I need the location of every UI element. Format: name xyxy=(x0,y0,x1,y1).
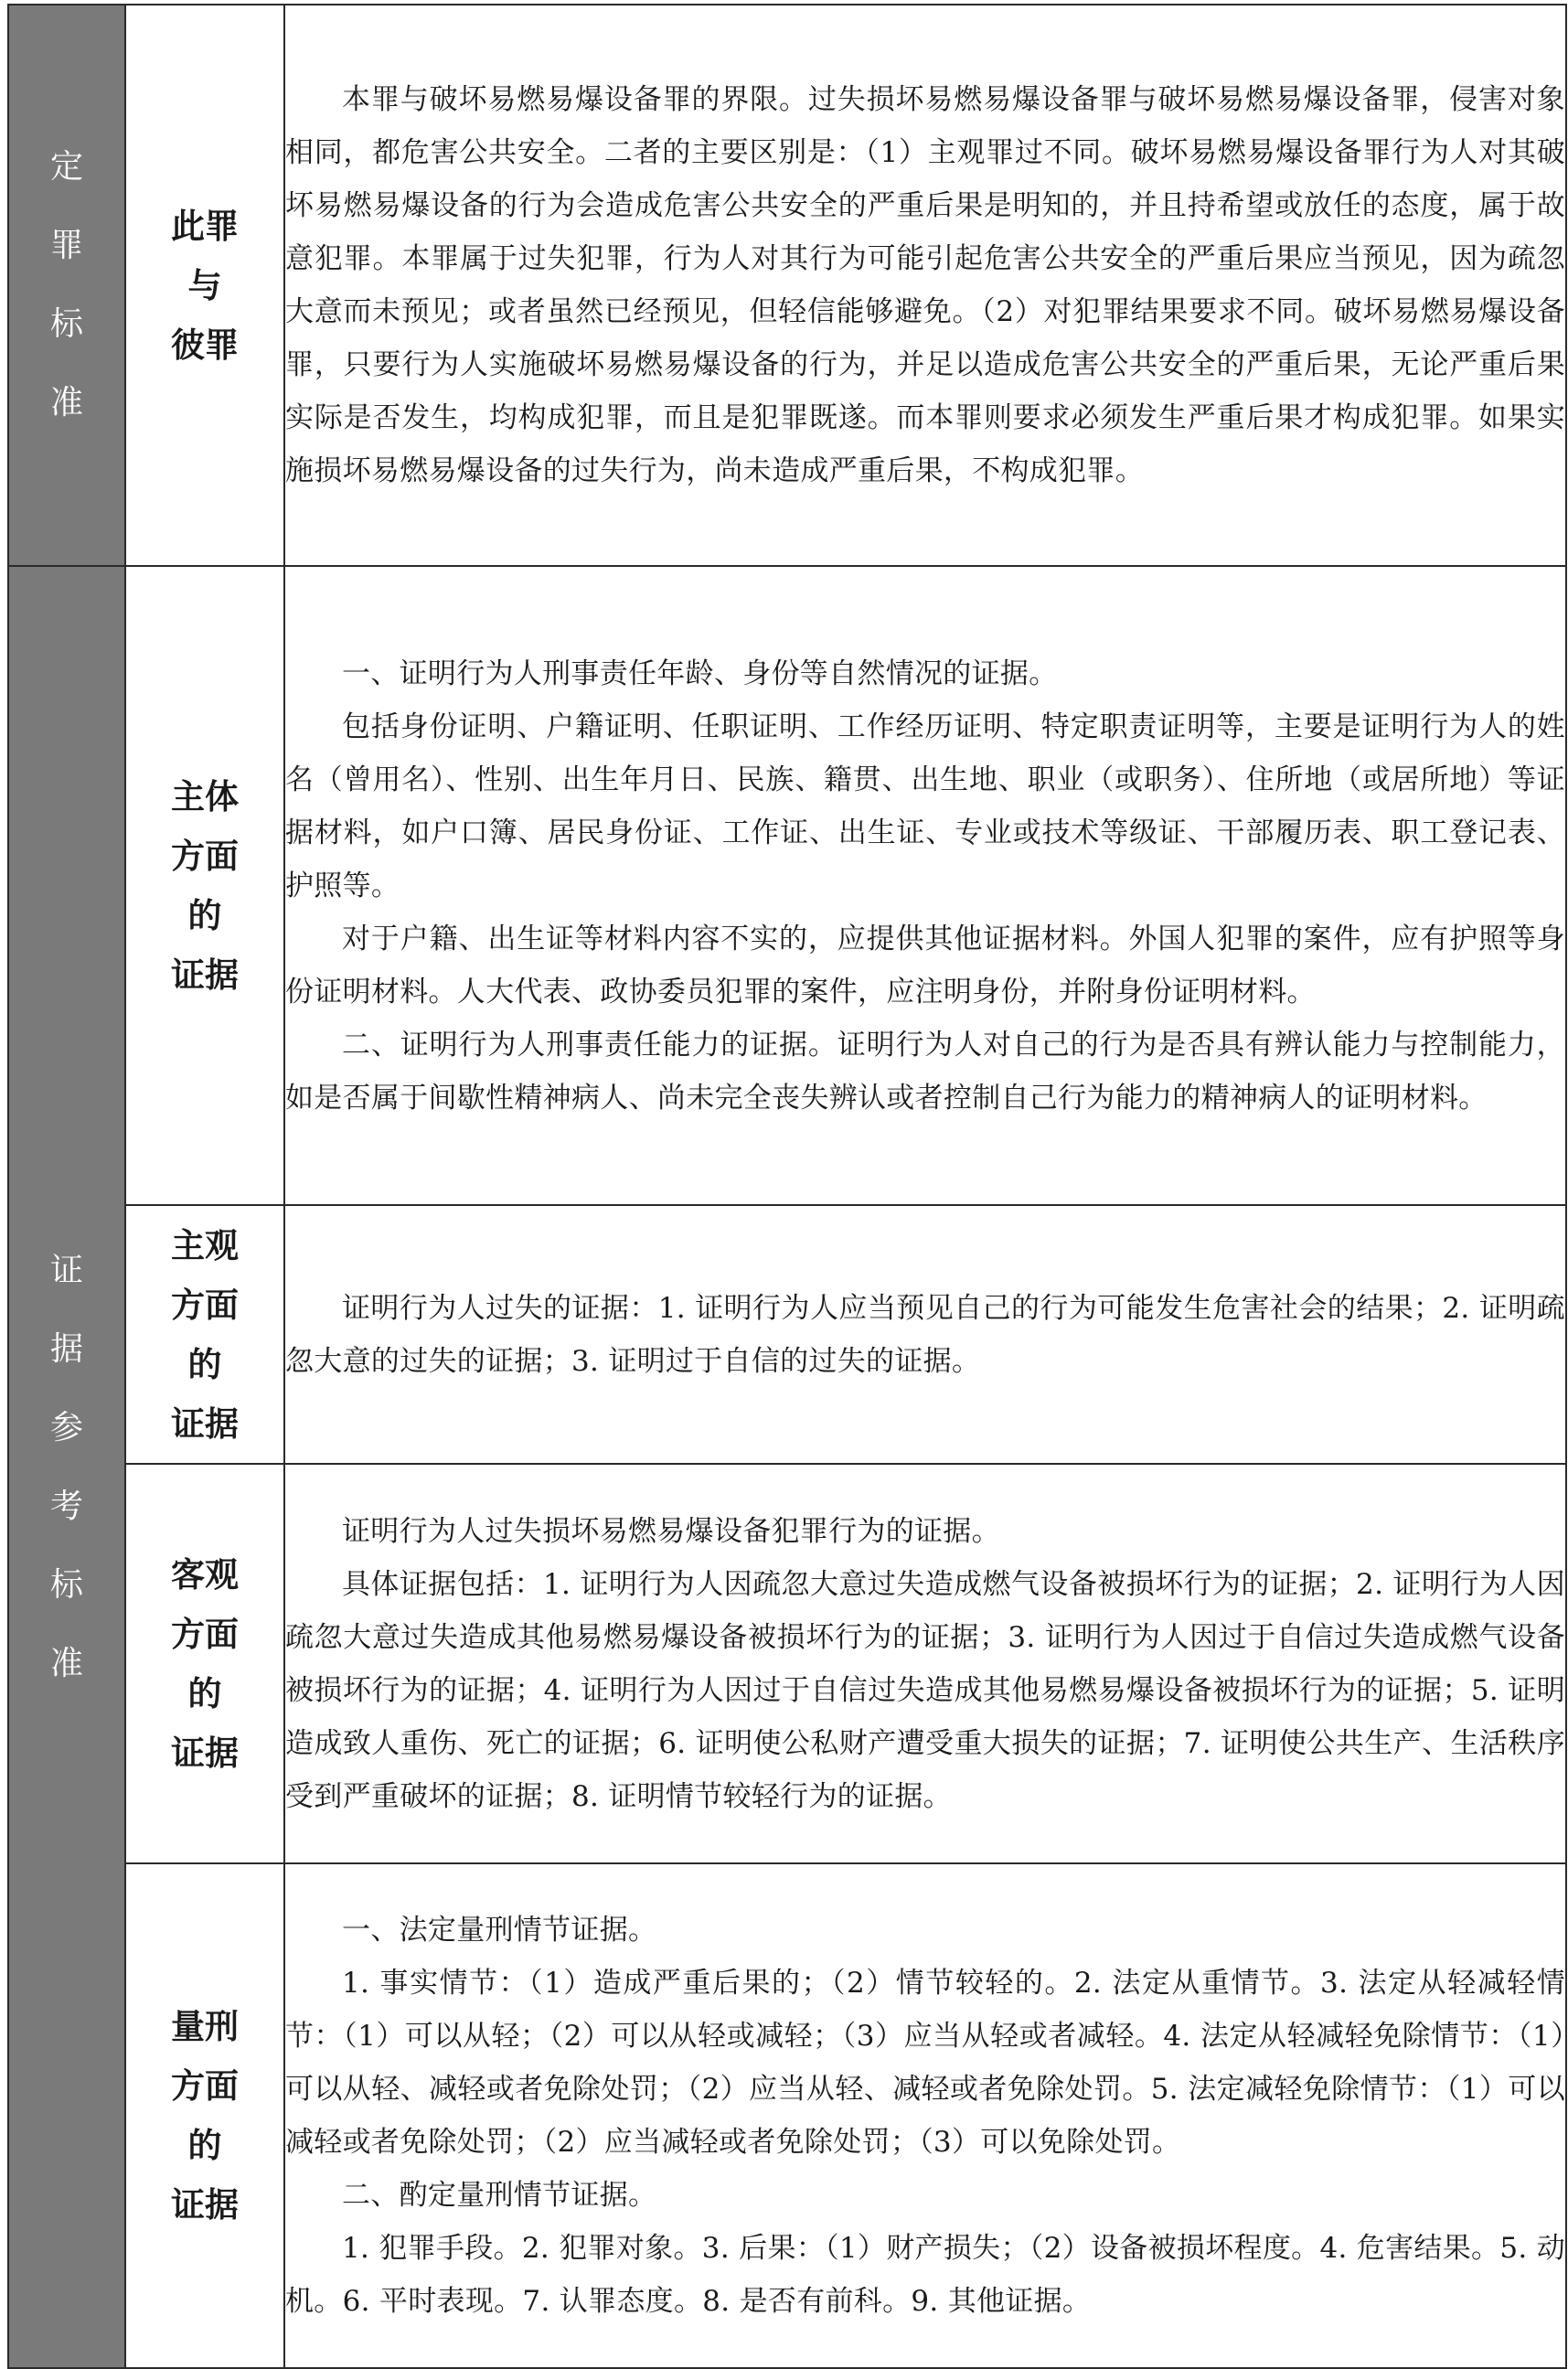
category-char: 标 xyxy=(49,305,83,343)
category-char: 据 xyxy=(49,1329,83,1368)
row-label-line: 方面 xyxy=(171,1614,239,1654)
row-label-subject-evidence xyxy=(125,566,284,1205)
category-char: 罪 xyxy=(49,227,83,264)
row-label-line: 量刑 xyxy=(171,2007,239,2046)
category-char: 证 xyxy=(49,1251,83,1289)
paragraph: 证明行为人过失的证据：1. 证明行为人应当预见自己的行为可能发生危害社会的结果；2. 证明疏忽大意的过失的证据；3. 证明过于自信的过失的证据。 xyxy=(285,1291,1565,1378)
row-label-line: 证据 xyxy=(171,2185,239,2225)
row-label-line: 证据 xyxy=(171,1733,239,1773)
paragraph: 1. 事实情节：（1）造成严重后果的；（2）情节较轻的。2. 法定从重情节。3. 法定从轻减轻情节：（1）可以从轻；（2）可以从轻或减轻；（3）应当从轻或者减轻。4. 法定从轻减轻免除情节：（1）可以从轻、减轻或者免除处罚；（2）应当从轻、减轻或者免除处罚。5. 法定减轻免除情节：（1）可以减轻或者免除处罚；（2）应当减轻或者免除处罚；（3）可以免除处罚。 xyxy=(285,1967,1565,2159)
paragraph: 对于户籍、出生证等材料内容不实的，应提供其他证据材料。外国人犯罪的案件，应有护照等身份证明材料。人大代表、政协委员犯罪的案件，应注明身份，并附身份证明材料。 xyxy=(285,922,1565,1008)
paragraph: 一、证明行为人刑事责任年龄、身份等自然情况的证据。 xyxy=(342,656,1058,690)
row-label-line: 主观 xyxy=(171,1225,239,1265)
evidence-standards-table xyxy=(7,4,1567,2369)
row-label-line: 主体 xyxy=(171,776,239,816)
row-label-line: 的 xyxy=(187,2126,222,2165)
row-label-line: 与 xyxy=(187,265,222,305)
row-label-line: 方面 xyxy=(171,2066,239,2106)
table-row xyxy=(8,5,1566,566)
paragraph: 证明行为人过失损坏易燃易爆设备犯罪行为的证据。 xyxy=(342,1514,1000,1548)
row-label-line: 证据 xyxy=(171,955,239,995)
row-label-objective-evidence xyxy=(125,1464,284,1863)
row-label-line: 方面 xyxy=(171,1285,239,1325)
paragraph: 1. 犯罪手段。2. 犯罪对象。3. 后果：（1）财产损失；（2）设备被损坏程度。4. 危害结果。5. 动机。6. 平时表现。7. 认罪态度。8. 是否有前科。9. 其他证据。 xyxy=(285,2232,1565,2318)
category-char: 准 xyxy=(49,1644,83,1682)
paragraph: 本罪与破坏易燃易爆设备罪的界限。过失损坏易燃易爆设备罪与破坏易燃易爆设备罪，侵害对象相同，都危害公共安全。二者的主要区别是：（1）主观罪过不同。破坏易燃易爆设备罪行为人对其破坏易燃易爆设备的行为会造成危害公共安全的严重后果是明知的，并且持希望或放任的态度，属于故意犯罪。本罪属于过失犯罪，行为人对其行为可能引起危害公共安全的严重后果应当预见，因为疏忽大意而未预见；或者虽然已经预见，但轻信能够避免。（2）对犯罪结果要求不同。破坏易燃易爆设备罪，只要行为人实施破坏易燃易爆设备的行为，并足以造成危害公共安全的严重后果，无论严重后果实际是否发生，均构成犯罪，而且是犯罪既遂。而本罪则要求必须发生严重后果才构成犯罪。如果实施损坏易燃易爆设备的过失行为，尚未造成严重后果，不构成犯罪。 xyxy=(285,83,1565,487)
table-row xyxy=(8,566,1566,1205)
row-content-sentencing-evidence xyxy=(284,1863,1566,2368)
row-label-subjective-evidence xyxy=(125,1205,284,1464)
paragraph: 一、法定量刑情节证据。 xyxy=(342,1914,657,1947)
category-conviction-standard xyxy=(8,5,125,566)
row-label-line: 的 xyxy=(187,1344,222,1384)
paragraph: 包括身份证明、户籍证明、任职证明、工作经历证明、特定职责证明等，主要是证明行为人的姓名（曾用名）、性别、出生年月日、民族、籍贯、出生地、职业（或职务）、住所地（或居所地）等证据材料，如户口簿、居民身份证、工作证、出生证、专业或技术等级证、干部履历表、职工登记表、护照等。 xyxy=(285,710,1565,902)
row-content-this-vs-other-crime xyxy=(284,5,1566,566)
category-evidence-reference-standard xyxy=(8,566,125,2368)
table-row xyxy=(8,1863,1566,2368)
category-char: 参 xyxy=(49,1408,83,1446)
row-label-line: 客观 xyxy=(171,1554,239,1595)
row-label-this-vs-other-crime xyxy=(125,5,284,566)
row-label-line: 方面 xyxy=(171,836,239,876)
category-char: 标 xyxy=(49,1565,83,1604)
paragraph: 具体证据包括：1. 证明行为人因疏忽大意过失造成燃气设备被损坏行为的证据；2. 证明行为人因疏忽大意过失造成其他易燃易爆设备被损坏行为的证据；3. 证明行为人因过于自信过失造成燃气设备被损坏行为的证据；4. 证明行为人因过于自信过失造成其他易燃易爆设备被损坏行为的证据；5. 证明造成致人重伤、死亡的证据；6. 证明使公私财产遭受重大损失的证据；7. 证明使公共生产、生活秩序受到严重破坏的证据；8. 证明情节较轻行为的证据。 xyxy=(285,1567,1565,1813)
row-label-line: 此罪 xyxy=(171,206,239,246)
row-label-line: 彼罪 xyxy=(171,325,239,365)
table-row xyxy=(8,1464,1566,1863)
paragraph: 二、酌定量刑情节证据。 xyxy=(342,2179,657,2212)
paragraph: 二、证明行为人刑事责任能力的证据。证明行为人对自己的行为是否具有辨认能力与控制能力，如是否属于间歇性精神病人、尚未完全丧失辨认或者控制自己行为能力的精神病人的证明材料。 xyxy=(285,1028,1565,1115)
row-label-line: 证据 xyxy=(171,1403,239,1444)
row-label-sentencing-evidence xyxy=(125,1863,284,2368)
table-row xyxy=(8,1205,1566,1464)
category-char: 准 xyxy=(49,384,83,422)
row-content-objective-evidence xyxy=(284,1464,1566,1863)
row-label-line: 的 xyxy=(187,895,222,935)
row-label-line: 的 xyxy=(187,1673,222,1713)
category-char: 考 xyxy=(49,1487,83,1525)
row-content-subjective-evidence xyxy=(284,1205,1566,1464)
row-content-subject-evidence xyxy=(284,566,1566,1205)
category-char: 定 xyxy=(49,148,83,186)
